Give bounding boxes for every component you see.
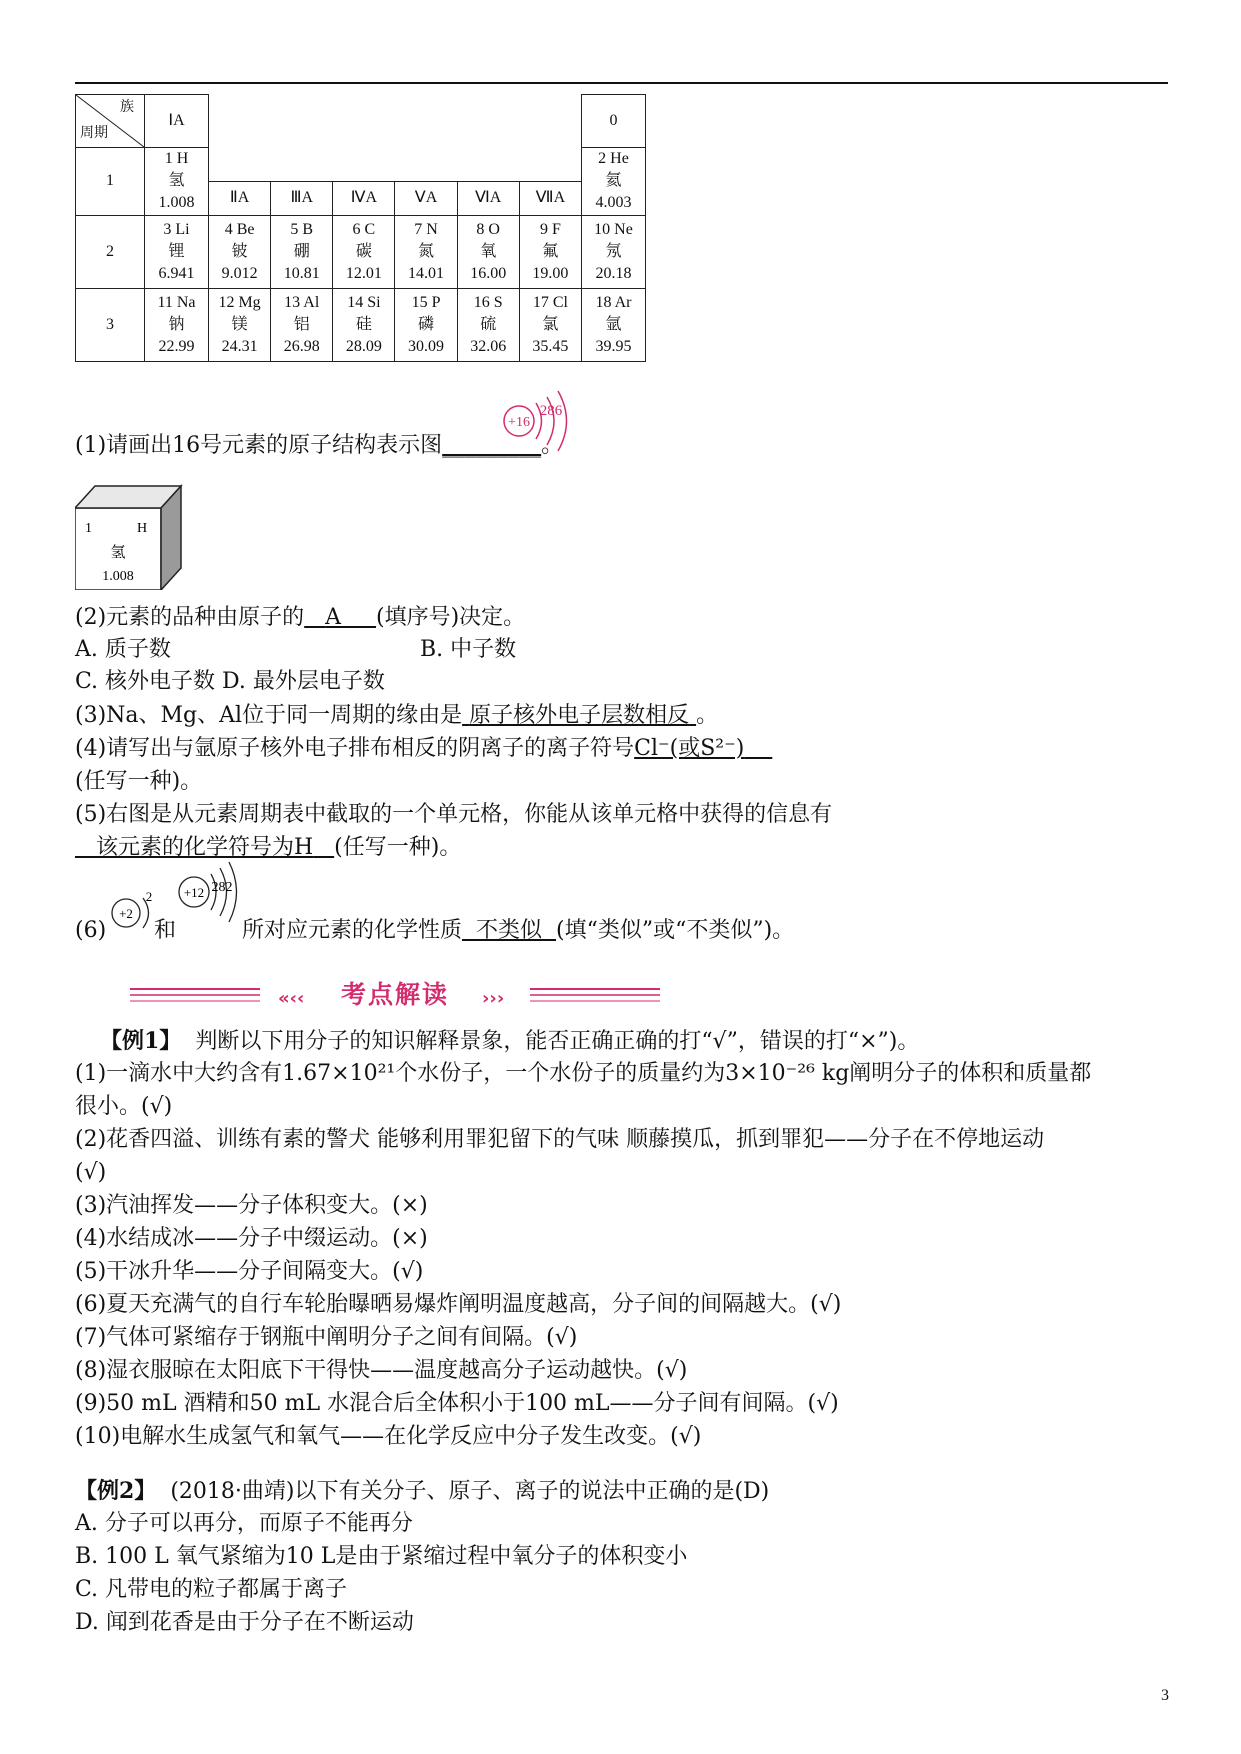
svg-text:+12: +12	[183, 885, 205, 900]
example-1-item: (6)夏天充满气的自行车轮胎曝晒易爆炸阐明温度越高，分子间的间隔越大。(√)	[75, 1292, 842, 1317]
group-header: ⅤA	[395, 181, 457, 215]
element-cell: 5 B 硼 10.81	[271, 215, 333, 288]
element-cell: 16 S 硫 32.06	[457, 288, 519, 361]
question-5-line2: 该元素的化学符号为H (任写一种)。	[75, 832, 461, 864]
svg-text:›››: ›››	[482, 988, 505, 1009]
option-a: A. 质子数	[75, 637, 171, 662]
group-header: ⅡA	[209, 181, 271, 215]
element-cell: 8 O 氧 16.00	[457, 215, 519, 288]
example-1-item: (√)	[75, 1160, 107, 1185]
element-cell: 13 Al 铝 26.98	[271, 288, 333, 361]
element-cell: 1 H 氢 1.008	[145, 148, 209, 216]
svg-text:286: 286	[539, 403, 563, 419]
corner-period-label: 周期	[80, 126, 108, 141]
question-4-line2: (任写一种)。	[75, 769, 203, 794]
section-banner	[130, 975, 660, 1015]
group-header: ⅣA	[333, 181, 395, 215]
example-2-option: C. 凡带电的粒子都属于离子	[75, 1577, 348, 1602]
period-label: 2	[76, 215, 145, 288]
element-cell: 14 Si 硅 28.09	[333, 288, 395, 361]
element-cell: 12 Mg 镁 24.31	[209, 288, 271, 361]
answer-blank: 该元素的化学符号为H	[95, 835, 314, 860]
period-label: 3	[76, 288, 145, 361]
helium-atom-structure-diagram	[108, 890, 156, 936]
example-2-option: B. 100 L 氧气紧缩为10 L是由于紧缩过程中氧分子的体积变小	[75, 1544, 688, 1569]
element-cell: 18 Ar 氩 39.95	[582, 288, 646, 361]
option-b: B. 中子数	[420, 637, 517, 662]
corner-group-label: 族	[120, 100, 134, 115]
answer-blank: Cl⁻(或S²⁻)	[634, 736, 745, 761]
example-1-stem: 【例1】 判断以下用分子的知识解释景象，能否正确正确的打“√”，错误的打“×”)。	[100, 1028, 920, 1054]
svg-text:H: H	[137, 521, 148, 536]
magnesium-atom-structure-diagram	[174, 858, 244, 926]
example-2-option: D. 闻到花香是由于分子在不断运动	[75, 1610, 414, 1635]
question-6: 所对应元素的化学性质 不类似 (填“类似”或“不类似”)。	[242, 918, 795, 943]
example-2-stem: 【例2】 (2018·曲靖)以下有关分子、原子、离子的说法中正确的是(D)	[75, 1478, 770, 1504]
question-3: (3)Na、Mg、Al位于同一周期的缘由是 原子核外电子层数相反 。	[75, 703, 719, 728]
svg-text:氢: 氢	[110, 543, 126, 561]
group-header: ⅦA	[519, 181, 581, 215]
example-1-item: (8)湿衣服晾在太阳底下干得快——温度越高分子运动越快。(√)	[75, 1358, 688, 1383]
element-cell: 9 F 氟 19.00	[519, 215, 581, 288]
example-1-item: (7)气体可紧缩存于钢瓶中阐明分子之间有间隔。(√)	[75, 1325, 578, 1350]
example-1-label: 【例1】	[100, 1028, 182, 1054]
group-header: ⅥA	[457, 181, 519, 215]
question-2: (2)元素的品种由原子的 A (填序号)决定。	[75, 605, 526, 630]
element-cell: 2 He 氦 4.003	[582, 148, 646, 216]
example-1-item: (2)花香四溢、训练有素的警犬 能够利用罪犯留下的气味 顺藤摸瓜，抓到罪犯——分子在不停地运动	[75, 1127, 1045, 1152]
page-number: 3	[1161, 1687, 1169, 1704]
group-ia-header: ⅠA	[145, 95, 209, 148]
example-1-item: (9)50 mL 酒精和50 mL 水混合后全体积小于100 mL——分子间有间隔。(√)	[75, 1391, 839, 1416]
svg-text:1: 1	[85, 521, 92, 536]
element-cell: 10 Ne 氖 20.18	[582, 215, 646, 288]
example-1-item: (3)汽油挥发——分子体积变大。(×)	[75, 1193, 428, 1218]
element-cell: 3 Li 锂 6.941	[145, 215, 209, 288]
example-1-item: (1)一滴水中大约含有1.67×10²¹个水份子，一个水份子的质量约为3×10⁻²⁶ kg阐明分子的体积和质量都	[75, 1061, 1092, 1086]
section-title: 考点解读	[340, 980, 449, 1009]
example-1-item: (5)干冰升华——分子间隔变大。(√)	[75, 1259, 424, 1284]
element-cell: 11 Na 钠 22.99	[145, 288, 209, 361]
periodic-table	[75, 94, 646, 362]
answer-blank: _________	[442, 433, 542, 458]
element-cell: 17 Cl 氯 35.45	[519, 288, 581, 361]
answer-blank: A	[325, 605, 342, 630]
svg-text:+2: +2	[119, 906, 133, 921]
question-4: (4)请写出与氩原子核外电子排布相反的阴离子的离子符号Cl⁻(或S²⁻)	[75, 733, 772, 765]
example-2-label: 【例2】	[75, 1478, 157, 1504]
example-1-item: 很小。(√)	[75, 1094, 173, 1119]
answer-blank: 不类似	[476, 918, 543, 943]
header-rule	[75, 82, 1168, 84]
element-cell: 7 N 氮 14.01	[395, 215, 457, 288]
svg-text:1.008: 1.008	[102, 569, 134, 584]
question-1: (1)请画出16号元素的原子结构表示图_________。	[75, 433, 564, 458]
element-cell: 15 P 磷 30.09	[395, 288, 457, 361]
answer-blank: 原子核外电子层数相反	[469, 703, 690, 728]
element-cell-cube	[75, 484, 185, 590]
group-0-header: 0	[582, 95, 646, 148]
svg-text:282: 282	[211, 880, 233, 895]
svg-text:«‹‹: «‹‹	[278, 988, 305, 1009]
svg-text:+16: +16	[508, 415, 530, 430]
svg-text:2: 2	[145, 890, 153, 904]
example-2-option: A. 分子可以再分，而原子不能再分	[75, 1511, 413, 1536]
question-5: (5)右图是从元素周期表中截取的一个单元格，你能从该单元格中获得的信息有	[75, 802, 833, 827]
table-corner-cell	[76, 95, 145, 148]
element-cell: 4 Be 铍 9.012	[209, 215, 271, 288]
question-6-prefix: (6)	[75, 918, 107, 943]
example-1-item: (4)水结成冰——分子中缀运动。(×)	[75, 1226, 428, 1251]
sulfur-atom-structure-diagram	[495, 385, 585, 463]
element-cell: 6 C 碳 12.01	[333, 215, 395, 288]
period-label: 1	[76, 148, 145, 216]
example-1-item: (10)电解水生成氢气和氧气——在化学反应中分子发生改变。(√)	[75, 1424, 702, 1449]
and-label: 和	[154, 918, 177, 943]
option-c-d: C. 核外电子数 D. 最外层电子数	[75, 669, 385, 694]
group-header: ⅢA	[271, 181, 333, 215]
